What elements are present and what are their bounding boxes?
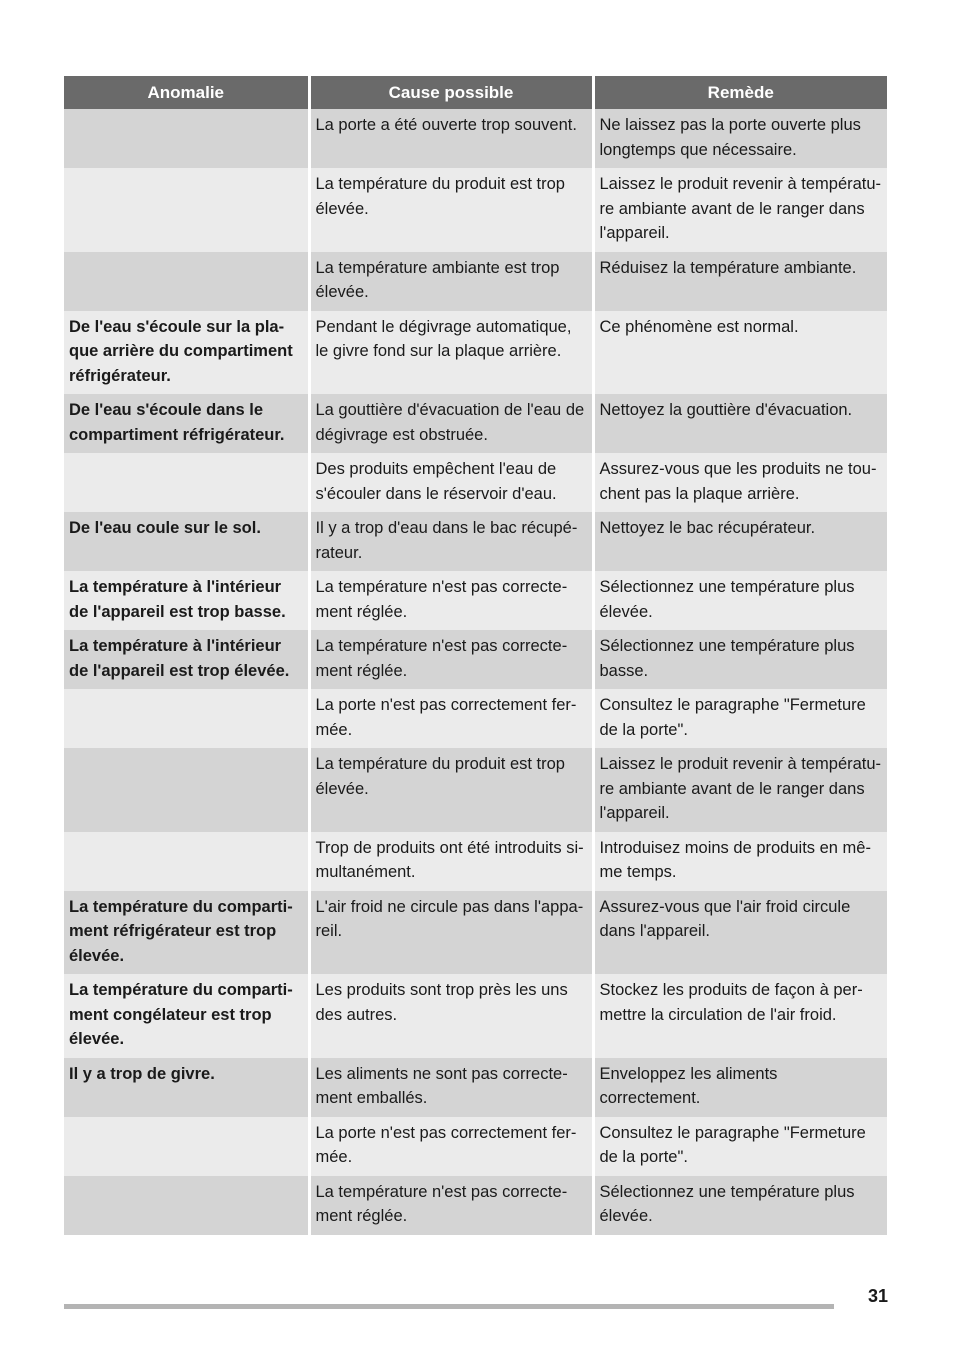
anomaly-cell: De l'eau s'écoule dans le compartiment réfrigérateur.: [64, 394, 309, 453]
remedy-cell: Laissez le produit revenir à températu-re ambiante avant de le ranger dans l'appareil.: [593, 168, 887, 252]
cause-cell: La porte n'est pas correctement fer-mée.: [309, 689, 593, 748]
remedy-cell: Consultez le paragraphe "Fermeture de la porte".: [593, 1117, 887, 1176]
anomaly-cell: [64, 1176, 309, 1235]
table-row: [64, 394, 887, 453]
table-row: [64, 168, 887, 252]
table-row: [64, 109, 887, 168]
anomaly-cell: [64, 1117, 309, 1176]
table-row: [64, 974, 887, 1058]
table-row: [64, 571, 887, 630]
page-number: 31: [867, 1286, 888, 1306]
remedy-cell: Réduisez la température ambiante.: [593, 252, 887, 311]
anomaly-cell: [64, 832, 309, 891]
anomaly-cell: La température du comparti-ment congélateur est trop élevée.: [64, 974, 309, 1058]
remedy-cell: Consultez le paragraphe "Fermeture de la porte".: [593, 689, 887, 748]
table-row: [64, 891, 887, 975]
table-row: [64, 1176, 887, 1235]
table-body: [64, 109, 887, 1235]
table-row: [64, 748, 887, 832]
table-row: [64, 252, 887, 311]
anomaly-cell: [64, 748, 309, 832]
remedy-cell: Laissez le produit revenir à températu-re ambiante avant de le ranger dans l'appareil.: [593, 748, 887, 832]
anomaly-cell: De l'eau coule sur le sol.: [64, 512, 309, 571]
anomaly-cell: [64, 168, 309, 252]
anomaly-cell: [64, 109, 309, 168]
cause-cell: La température n'est pas correcte-ment réglée.: [309, 1176, 593, 1235]
cause-cell: La température n'est pas correcte-ment réglée.: [309, 571, 593, 630]
anomaly-cell: De l'eau s'écoule sur la pla-que arrière du compartiment réfrigérateur.: [64, 311, 309, 395]
cause-cell: La température du produit est trop élevée.: [309, 168, 593, 252]
anomaly-cell: La température à l'intérieur de l'appareil est trop élevée.: [64, 630, 309, 689]
table-row: [64, 630, 887, 689]
remedy-cell: Assurez-vous que l'air froid circule dans l'appareil.: [593, 891, 887, 975]
cause-cell: Il y a trop d'eau dans le bac récupé-rateur.: [309, 512, 593, 571]
remedy-cell: Ne laissez pas la porte ouverte plus longtemps que nécessaire.: [593, 109, 887, 168]
remedy-cell: Sélectionnez une température plus élevée.: [593, 571, 887, 630]
cause-cell: Les produits sont trop près les uns des autres.: [309, 974, 593, 1058]
table-header-row: [64, 76, 887, 109]
anomaly-cell: [64, 252, 309, 311]
remedy-cell: Assurez-vous que les produits ne tou-chent pas la plaque arrière.: [593, 453, 887, 512]
cause-cell: La température n'est pas correcte-ment réglée.: [309, 630, 593, 689]
table-row: [64, 453, 887, 512]
cause-cell: Pendant le dégivrage automatique, le givre fond sur la plaque arrière.: [309, 311, 593, 395]
remedy-cell: Enveloppez les aliments correctement.: [593, 1058, 887, 1117]
anomaly-cell: [64, 689, 309, 748]
table-row: [64, 1058, 887, 1117]
table-row: [64, 689, 887, 748]
remedy-cell: Nettoyez la gouttière d'évacuation.: [593, 394, 887, 453]
cause-cell: La température ambiante est trop élevée.: [309, 252, 593, 311]
cause-cell: Les aliments ne sont pas correcte-ment emballés.: [309, 1058, 593, 1117]
table-row: [64, 311, 887, 395]
remedy-cell: Stockez les produits de façon à per-mettre la circulation de l'air froid.: [593, 974, 887, 1058]
cause-cell: La porte n'est pas correctement fer-mée.: [309, 1117, 593, 1176]
cause-cell: La gouttière d'évacuation de l'eau de dégivrage est obstruée.: [309, 394, 593, 453]
remedy-cell: Sélectionnez une température plus élevée.: [593, 1176, 887, 1235]
remedy-cell: Introduisez moins de produits en mê-me temps.: [593, 832, 887, 891]
remedy-cell: Ce phénomène est normal.: [593, 311, 887, 395]
anomaly-cell: Il y a trop de givre.: [64, 1058, 309, 1117]
cause-cell: La température du produit est trop élevée.: [309, 748, 593, 832]
cause-cell: La porte a été ouverte trop souvent.: [309, 109, 593, 168]
table-row: [64, 1117, 887, 1176]
table-row: [64, 512, 887, 571]
anomaly-cell: La température du comparti-ment réfrigérateur est trop élevée.: [64, 891, 309, 975]
table-row: [64, 832, 887, 891]
anomaly-cell: La température à l'intérieur de l'appareil est trop basse.: [64, 571, 309, 630]
remedy-cell: Sélectionnez une température plus basse.: [593, 630, 887, 689]
header-anomalie: Anomalie: [64, 76, 309, 109]
troubleshooting-table: [64, 76, 887, 1235]
footer-rule: [64, 1304, 834, 1309]
header-remede: Remède: [593, 76, 887, 109]
cause-cell: Des produits empêchent l'eau de s'écouler dans le réservoir d'eau.: [309, 453, 593, 512]
anomaly-cell: [64, 453, 309, 512]
cause-cell: Trop de produits ont été introduits si-multanément.: [309, 832, 593, 891]
cause-cell: L'air froid ne circule pas dans l'appa-reil.: [309, 891, 593, 975]
remedy-cell: Nettoyez le bac récupérateur.: [593, 512, 887, 571]
header-cause-possible: Cause possible: [309, 76, 593, 109]
